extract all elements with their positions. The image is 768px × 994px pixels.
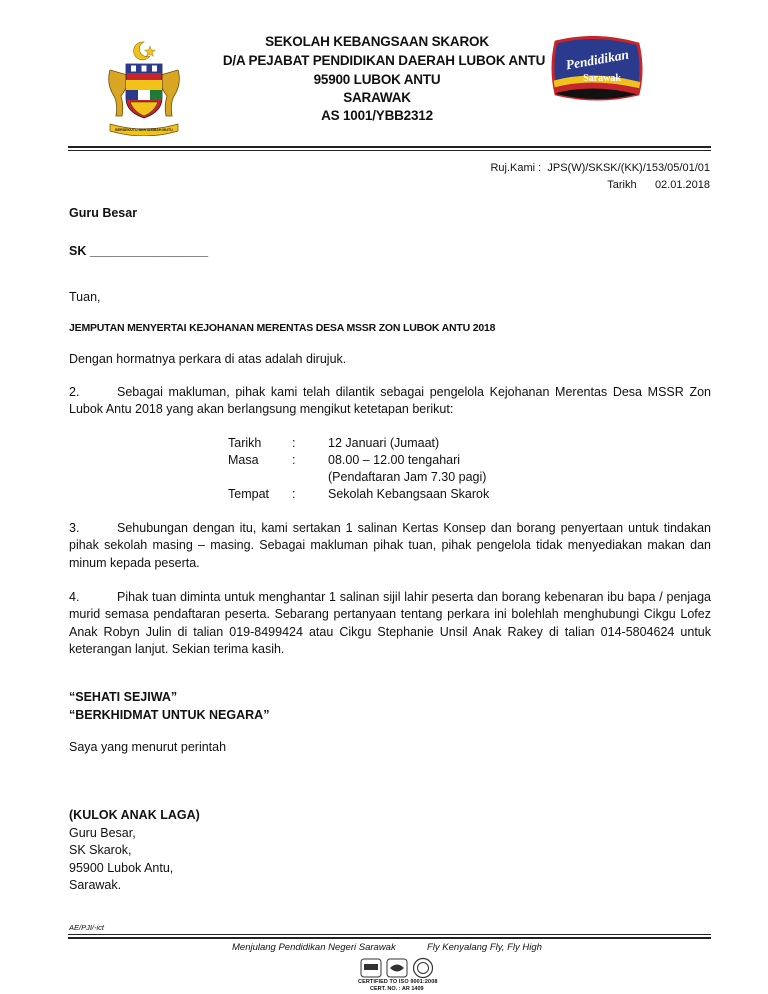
date-label: Tarikh [607, 179, 637, 191]
slogan-sehati-sejiwa: “SEHATI SEJIWA” [69, 690, 178, 704]
tempat-label: Tempat [228, 487, 269, 501]
recipient-title: Guru Besar [69, 206, 138, 220]
paragraph-2-text: Sebagai makluman, pihak kami telah dilantik sebagai pengelola Kejohanan Merentas Desa MSSR Zon Lubok Antu 2018 yang akan berlangsung mengikut ketetapan berikut: [69, 385, 711, 417]
cert-number-text: CERT. NO. : AR 1409 [370, 986, 424, 992]
paragraph-4-text: Pihak tuan diminta untuk menghantar 1 salinan sijil lahir peserta dan borang kebenaran ibu bapa / penjaga murid semasa pendaftaran peserta. Sebarang pertanyaan tentang perkara ini bolehlah menghubungi Cikgu Lofez Anak Robyn Julin di talian 019-8499424 atau Cikgu Stephanie Unsil Anak Rakey di talian 014-5804624 untuk keterangan lanjut. Sekian terima kasih. [69, 590, 711, 656]
paragraph-3 [69, 520, 711, 572]
tempat-colon: : [292, 487, 296, 501]
recipient-school: SK _________________ [69, 244, 209, 258]
ruj-value: JPS(W)/SKSK/(KK)/153/05/01/01 [547, 162, 710, 174]
office-address: D/A PEJABAT PENDIDIKAN DAERAH LUBOK ANTU [222, 53, 546, 68]
masa-colon: : [292, 453, 296, 467]
footer-rule-thick [68, 937, 711, 939]
crest-motto-text: BERSEKUTU BERTAMBAH MUTU [115, 128, 173, 132]
ruj-label: Ruj.Kami : [490, 162, 542, 174]
masa-label: Masa [228, 453, 259, 467]
signatory-name: (KULOK ANAK LAGA) [69, 808, 200, 822]
tarikh-label: Tarikh [228, 436, 262, 450]
signatory-state: Sarawak. [69, 878, 122, 892]
slogan-berkhidmat: “BERKHIDMAT UNTUK NEGARA” [69, 708, 270, 722]
logo-text-sarawak: Sarawak [583, 73, 621, 84]
state: SARAWAK [343, 90, 411, 105]
certification-badges-icon [360, 957, 436, 979]
signatory-school: SK Skarok, [69, 843, 132, 857]
paragraph-2-number: 2. [69, 385, 80, 399]
letter-subject: JEMPUTAN MENYERTAI KEJOHANAN MERENTAS DESA MSSR ZON LUBOK ANTU 2018 [69, 322, 496, 334]
header-rule-thick [68, 146, 711, 148]
header-rule-thin [68, 150, 711, 151]
cert-iso-text: CERTIFIED TO ISO 9001:2008 [358, 979, 438, 985]
footer-motto-right: Fly Kenyalang Fly, Fly High [427, 942, 542, 953]
masa-note: (Pendaftaran Jam 7.30 pagi) [328, 470, 487, 484]
signatory-position: Guru Besar, [69, 825, 136, 840]
signatory-address: 95900 Lubok Antu, [69, 860, 174, 875]
footer-initials: AE/PJI/-ict [69, 923, 105, 932]
signature-block [69, 807, 200, 895]
pendidikan-sarawak-logo [548, 36, 646, 102]
logo-text-pendidikan: Pendidikan [564, 46, 630, 73]
masa-value: 08.00 – 12.00 tengahari [328, 453, 461, 467]
paragraph-2 [69, 384, 711, 419]
reference-number-line [490, 160, 710, 177]
date-line [490, 177, 710, 194]
school-name: SEKOLAH KEBANGSAAN SKAROK [265, 34, 489, 49]
paragraph-4 [69, 589, 711, 658]
tarikh-value: 12 Januari (Jumaat) [328, 436, 440, 450]
tempat-value: Sekolah Kebangsaan Skarok [328, 487, 490, 501]
paragraph-3-text: Sehubungan dengan itu, kami sertakan 1 salinan Kertas Konsep dan borang penyertaan untuk tindakan pihak sekolah masing – masing. Sebagai makluman pihak tuan, pihak pengelola tidak menyediakan makan dan minum kepada peserta. [69, 521, 711, 570]
paragraph-4-number: 4. [69, 590, 80, 604]
salutation: Tuan, [69, 290, 101, 304]
postcode-town: 95900 LUBOK ANTU [313, 72, 441, 87]
opening-sentence: Dengan hormatnya perkara di atas adalah dirujuk. [69, 352, 347, 366]
school-code: AS 1001/YBB2312 [321, 108, 433, 123]
date-value: 02.01.2018 [654, 179, 710, 191]
footer-motto-left: Menjulang Pendidikan Negeri Sarawak [232, 942, 396, 953]
reference-block [490, 160, 710, 194]
footer-rule-thin [68, 934, 711, 935]
paragraph-3-number: 3. [69, 521, 80, 535]
tarikh-colon: : [292, 436, 296, 450]
closing-line: Saya yang menurut perintah [69, 740, 227, 754]
